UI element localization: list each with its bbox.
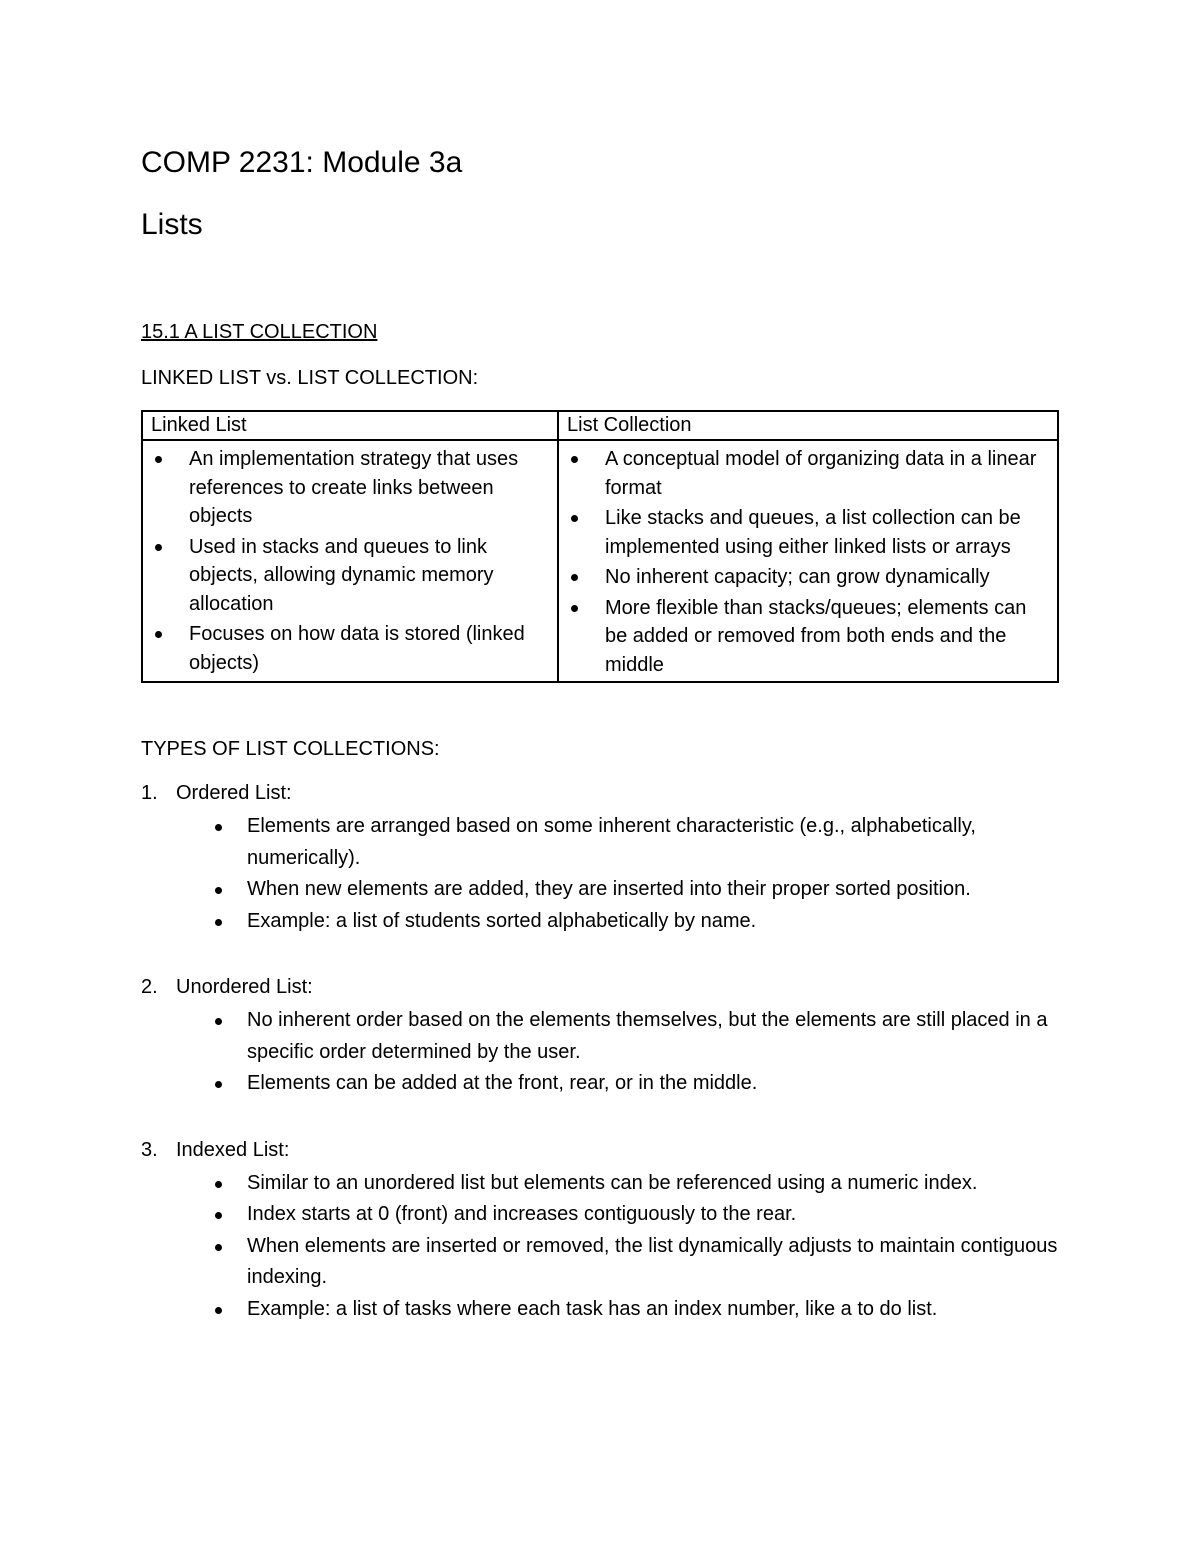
list-item bbox=[151, 533, 549, 619]
list-item bbox=[567, 563, 1049, 592]
type-ordered-list bbox=[141, 779, 1061, 937]
bullet-icon bbox=[215, 1081, 222, 1088]
linked-list-cell bbox=[142, 440, 558, 682]
list-item-text: Example: a list of students sorted alphabetically by name. bbox=[247, 909, 757, 932]
list-item bbox=[141, 906, 1061, 938]
type-indexed-list bbox=[141, 1136, 1061, 1326]
type-title-text: Ordered List: bbox=[176, 782, 292, 804]
bullet-icon bbox=[215, 1307, 222, 1314]
list-item bbox=[151, 445, 549, 531]
list-item bbox=[141, 811, 1061, 874]
list-item-text: Example: a list of tasks where each task has an index number, like a to do list. bbox=[247, 1297, 938, 1320]
list-item bbox=[141, 874, 1061, 906]
comparison-heading: LINKED LIST vs. LIST COLLECTION: bbox=[141, 367, 479, 389]
bullet-icon bbox=[155, 631, 162, 638]
bullet-icon bbox=[155, 544, 162, 551]
list-item-text: Like stacks and queues, a list collection can be implemented using either linked lists or arrays bbox=[605, 507, 1021, 558]
bullet-icon bbox=[571, 515, 578, 522]
list-collection-cell bbox=[558, 440, 1058, 682]
list-item-text: An implementation strategy that uses references to create links between objects bbox=[189, 448, 519, 527]
list-item bbox=[567, 504, 1049, 561]
list-collection-points bbox=[567, 445, 1049, 679]
bullet-icon bbox=[571, 574, 578, 581]
type-number: 3. bbox=[141, 1138, 158, 1161]
table-header-row bbox=[142, 411, 1058, 440]
list-item-text: When new elements are added, they are inserted into their proper sorted position. bbox=[247, 878, 971, 900]
type-bullets bbox=[141, 811, 1061, 937]
type-number: 1. bbox=[141, 782, 158, 804]
list-item-text: No inherent order based on the elements themselves, but the elements are still placed in a specific order determined by the user. bbox=[247, 1009, 1048, 1063]
list-item bbox=[141, 1231, 1061, 1294]
list-item bbox=[141, 1005, 1061, 1068]
bullet-icon bbox=[155, 456, 162, 463]
list-item bbox=[567, 594, 1049, 680]
document-subtitle: Lists bbox=[141, 208, 203, 241]
list-item bbox=[141, 1068, 1061, 1100]
bullet-icon bbox=[215, 887, 222, 894]
type-title bbox=[141, 973, 1061, 1001]
list-item bbox=[141, 1168, 1061, 1200]
list-item-text: When elements are inserted or removed, the list dynamically adjusts to maintain contiguous indexing. bbox=[247, 1234, 1058, 1288]
list-item bbox=[567, 445, 1049, 502]
type-title-text: Indexed List: bbox=[176, 1138, 290, 1161]
type-bullets bbox=[141, 1168, 1061, 1326]
comparison-table bbox=[141, 410, 1059, 683]
list-item bbox=[151, 620, 549, 677]
list-item-text: Index starts at 0 (front) and increases contiguously to the rear. bbox=[247, 1203, 797, 1225]
bullet-icon bbox=[215, 1244, 222, 1251]
list-item bbox=[141, 1294, 1061, 1326]
list-item-text: Focuses on how data is stored (linked objects) bbox=[189, 623, 525, 674]
linked-list-points bbox=[151, 445, 549, 677]
list-item-text: No inherent capacity; can grow dynamically bbox=[605, 566, 990, 588]
types-heading: TYPES OF LIST COLLECTIONS: bbox=[141, 738, 440, 760]
bullet-icon bbox=[571, 456, 578, 463]
type-unordered-list bbox=[141, 973, 1061, 1100]
list-item-text: Elements can be added at the front, rear, or in the middle. bbox=[247, 1072, 758, 1094]
table-row bbox=[142, 440, 1058, 682]
list-item-text: A conceptual model of organizing data in a linear format bbox=[605, 448, 1037, 499]
list-item-text: Similar to an unordered list but elements can be referenced using a numeric index. bbox=[247, 1171, 978, 1194]
type-title bbox=[141, 1136, 1061, 1164]
bullet-icon bbox=[215, 1212, 222, 1219]
header-linked-list: Linked List bbox=[142, 411, 558, 440]
type-number: 2. bbox=[141, 976, 158, 998]
bullet-icon bbox=[215, 1018, 222, 1025]
list-item-text: More flexible than stacks/queues; elements can be added or removed from both ends and the middle bbox=[605, 596, 1027, 676]
bullet-icon bbox=[215, 1181, 222, 1188]
bullet-icon bbox=[571, 605, 578, 612]
type-title-text: Unordered List: bbox=[176, 976, 313, 998]
header-list-collection: List Collection bbox=[558, 411, 1058, 440]
type-title bbox=[141, 779, 1061, 807]
type-bullets bbox=[141, 1005, 1061, 1100]
document-page bbox=[141, 140, 1061, 1325]
list-item bbox=[141, 1199, 1061, 1231]
bullet-icon bbox=[215, 919, 222, 926]
list-item-text: Used in stacks and queues to link objects, allowing dynamic memory allocation bbox=[189, 535, 494, 615]
section-heading: 15.1 A LIST COLLECTION bbox=[141, 321, 378, 343]
document-title: COMP 2231: Module 3a bbox=[141, 146, 463, 179]
bullet-icon bbox=[215, 824, 222, 831]
list-item-text: Elements are arranged based on some inherent characteristic (e.g., alphabetically, numerically). bbox=[247, 815, 976, 869]
